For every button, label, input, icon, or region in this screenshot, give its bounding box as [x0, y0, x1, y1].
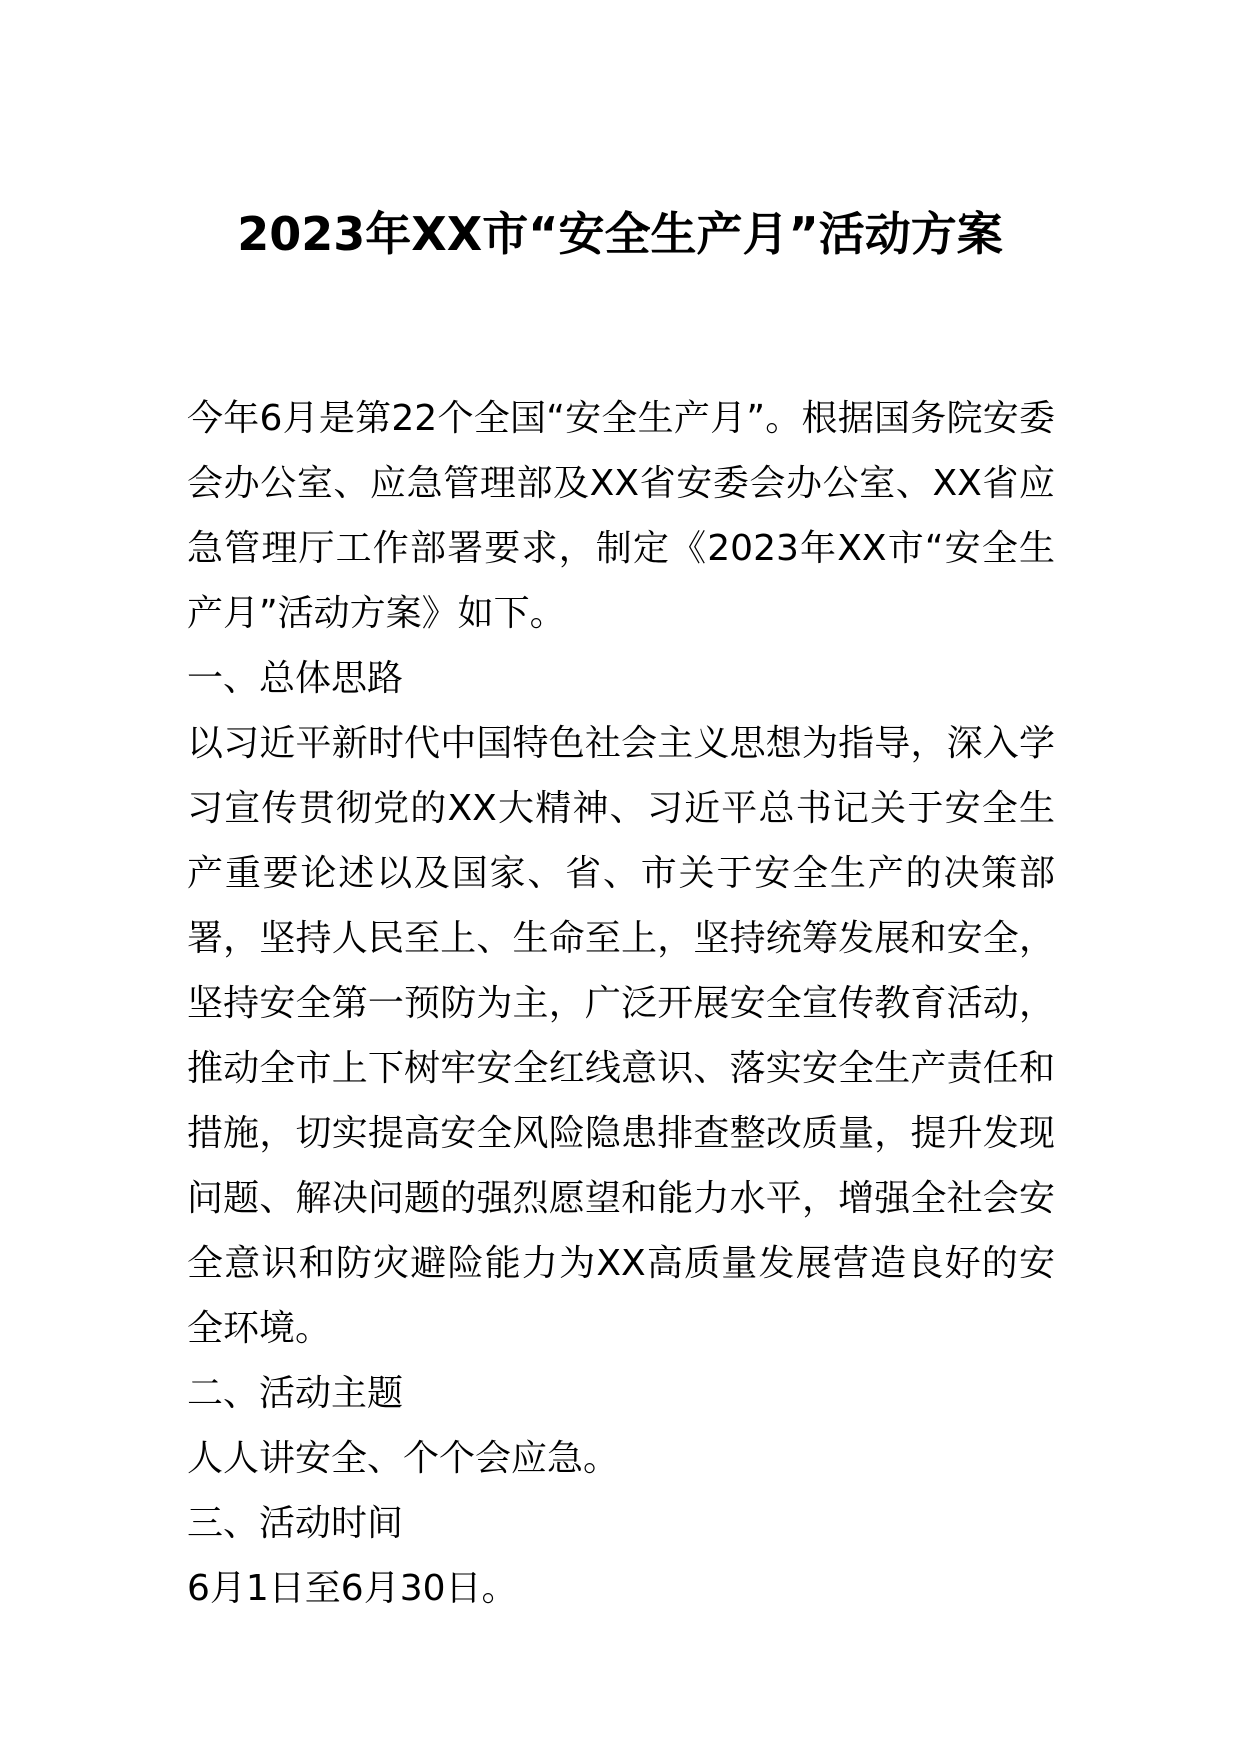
section-body-activity-time: 6月1日至6月30日。 — [187, 1568, 518, 1609]
document-title: 2023年XX市“安全生产月”活动方案 — [237, 207, 1003, 261]
section-body-activity-theme: 人人讲安全、个个会应急。 — [187, 1438, 620, 1479]
section-body-overall-approach: 以习近平新时代中国特色社会主义思想为指导，深入学习宣传贯彻党的XX大精神、习近平总书记关于安全生产重要论述以及国家、省、市关于安全生产的决策部署，坚持人民至上、生命至上，坚持统筹发展和安全，坚持安全第一预防为主，广泛开展安全宣传教育活动，推动全市上下树牢安全红线意识、落实安全生产责任和措施，切实提高安全风险隐患排查整改质量，提升发现问题、解决问题的强烈愿望和能力水平，增强全社会安全意识和防灾避险能力为XX高质量发展营造良好的安全环境。 — [187, 723, 1055, 1349]
document-body — [187, 386, 1055, 1621]
section-heading-overall-approach: 一、总体思路 — [187, 658, 404, 699]
section-heading-activity-theme: 二、活动主题 — [187, 1373, 404, 1414]
section-heading-activity-time: 三、活动时间 — [187, 1503, 404, 1544]
intro-paragraph: 今年6月是第22个全国“安全生产月”。根据国务院安委会办公室、应急管理部及XX省安委会办公室、XX省应急管理厅工作部署要求，制定《2023年XX市“安全生产月”活动方案》如下。 — [187, 398, 1055, 634]
